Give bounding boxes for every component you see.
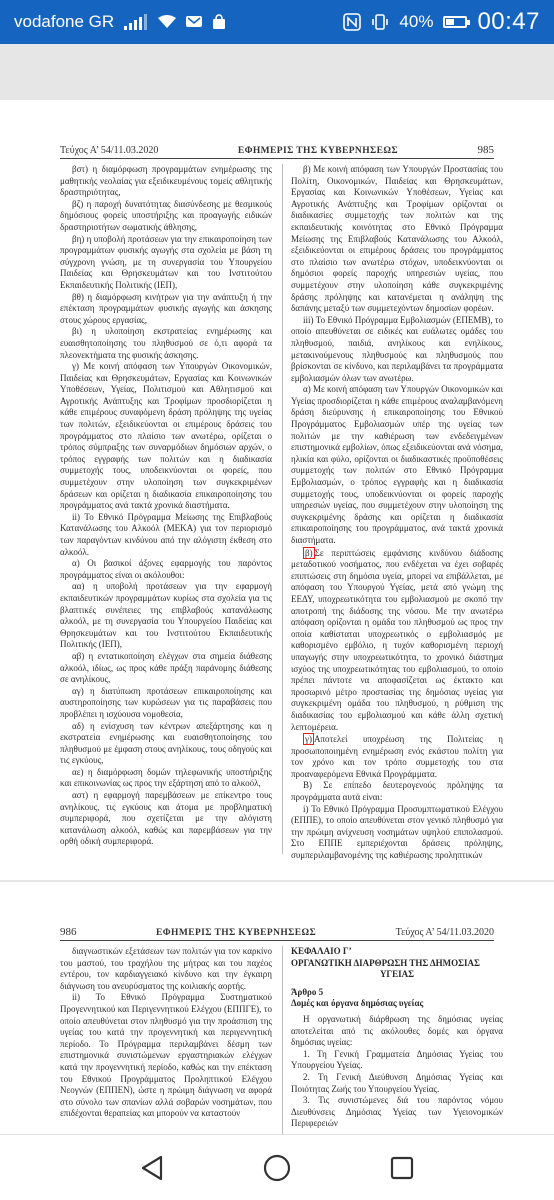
recents-icon <box>389 1155 415 1181</box>
paragraph: αβ) η εντατικοποίηση ελέγχων στα σημεία διάθεσης αλκοόλ, ιδίως, ως προς κάθε πράξη παράνομης διάθεσης σε ανηλίκους, <box>60 650 272 685</box>
paragraph: 1. Τη Γενική Γραμματεία Δημόσιας Υγείας του Υπουργείου Υγείας. <box>291 1048 503 1071</box>
vibrate-icon <box>371 13 389 31</box>
chapter-subtitle: ΟΡΓΑΝΩΤΙΚΗ ΔΙΑΡΘΡΩΣΗ ΤΗΣ ΔΗΜΟΣΙΑΣ <box>291 957 480 968</box>
paragraph: αγ) η διατύπωση προτάσεων επικαιροποίησης και αυστηροποίησης των κυρώσεων για τις παραβάσεις που προβλέπει η ισχύουσα νομοθεσία, <box>60 685 272 719</box>
chapter-title: ΚΕΦΑΛΑΙΟ Γ’ <box>291 946 352 956</box>
page-number: 986 <box>60 926 77 938</box>
pdf-viewer[interactable] <box>0 44 554 1134</box>
left-column <box>60 946 272 1120</box>
article-title: Άρθρο 5 <box>291 986 324 997</box>
paragraph: βη) η υποβολή προτάσεων για την επικαιροποίηση των προγραμμάτων φυσικής αγωγής στα σχολεία με βάση τη σύγχρονη γνώση, με τη συνεργασία του Υπουργείου Παιδείας και Θρησκευμάτων και του Ινστιτούτου Εκπαιδευτικής Πολιτικής (ΙΕΠ), <box>60 233 272 290</box>
recents-button[interactable] <box>384 1150 420 1186</box>
left-column <box>60 164 272 848</box>
right-column <box>291 164 503 862</box>
paragraph: βι) η υλοποίηση εκστρατείας ενημέρωσης και ευαισθητοποίησης του πληθυσμού σε ό,τι αφορά τα πλεονεκτήματα της φυσικής άσκησης. <box>60 326 272 360</box>
paragraph: αστ) η εφαρμογή παρεμβάσεων με επίκεντρο τους ανηλίκους, τις εγκύους και άτομα με προβληματική συμπεριφορά, που σχετίζεται με την αλόγιστη κατανάλωση αλκοόλ, καθώς και παρεμβάσεων για την ορθή οδική συμπεριφορά. <box>60 790 272 847</box>
status-bar <box>0 0 554 44</box>
battery-icon <box>443 16 467 28</box>
column-divider <box>282 164 283 854</box>
back-icon <box>139 1154 165 1182</box>
paragraph: Β) Σε επίπεδο δευτερογενούς πρόληψης τα προγράμματα αυτά είναι: <box>291 780 503 803</box>
article-subtitle: Δομές και όργανα δημόσιας υγείας <box>291 998 424 1009</box>
gazette-title: ΕΦΗΜΕΡΙΣ ΤΗΣ ΚΥΒΕΡΝΗΣΕΩΣ <box>156 928 317 938</box>
paragraph: 3. Τις συνιστώμενες διά του παρόντος νόμου Διευθύνσεις Δημόσιας Υγείας των Υγειονομικών Περιφερειών <box>291 1095 503 1129</box>
carrier-name: vodafone GR <box>14 12 115 31</box>
page-number: 985 <box>477 144 494 156</box>
paragraph: διαγνωστικών εξετάσεων των πολιτών για τον καρκίνο του μαστού, του τραχήλου της μήτρας και του παχέος εντέρου, τον καρδιαγγειακό κίνδυνο και την έγκαιρη διάγνωση του ανευρύσματος της κοιλιακής αορτής. <box>60 946 272 991</box>
paragraph-c: γ) Αποτελεί υποχρέωση της Πολιτείας η προσωποποιημένη ενημέρωση ενός εκάστου πολίτη για τον χρόνο και τον τρόπο συμμετοχής του στα προαναφερόμενα Εθνικά Προγράμματα. <box>291 734 503 779</box>
wifi-icon <box>157 14 177 30</box>
issue-label: Τεύχος Α’ 54/11.03.2020 <box>60 145 159 156</box>
paragraph: γ) Με κοινή απόφαση των Υπουργών Οικονομικών, Παιδείας και Θρησκευμάτων, Εργασίας και Κοινωνικών Υποθέσεων, Υγείας, Πολιτισμού και Αθλητισμού και Αγροτικής Ανάπτυξης και Τροφίμων προσδιορίζεται η κάθε επιμέρους συναφόμενη δράση πρόληψης της υγείας των πολιτών, εξειδικεύονται οι επιμέρους δράσεις του προγράμματος στο πλαίσιο των ανωτέρω, ορίζεται ο τρόπος σύμπραξης των συναρμόδιων δημόσιων αρχών, ο τρόπος εγγραφής των πολιτών και η διαδικασία συμμετοχής τους, υποδεικνύονται οι φορείς, που συμμετέχουν στην υλοποίηση των συγκεκριμένων δράσεων και ορίζεται η διαδικασία επικαιροποίησης του προγράμματος ανά τακτά χρονικά διαστήματα. <box>60 361 272 511</box>
pdf-page-985 <box>0 100 554 880</box>
paragraph: βστ) η διαμόρφωση προγραμμάτων ενημέρωσης της μαθητικής νεολαίας για εξειδικευμένους τομείς αθλητικής δραστηριότητας, <box>60 164 272 198</box>
nfc-icon <box>343 13 361 31</box>
signal-icon <box>124 14 147 30</box>
column-divider <box>282 946 283 1134</box>
paragraph: 2. Τη Γενική Διεύθυνση Δημόσιας Υγείας και Ποιότητας Ζωής του Υπουργείου Υγείας. <box>291 1071 503 1094</box>
paragraph: βθ) η διαμόρφωση κινήτρων για την ανάπτυξη ή την επέκταση προγραμμάτων φυσικής αγωγής και άσκησης στους χώρους εργασίας, <box>60 291 272 325</box>
shopping-bag-icon <box>211 14 227 30</box>
paragraph: ii) Το Εθνικό Πρόγραμμα Μείωσης της Επιβλαβούς Κατανάλωσης του Αλκοόλ (ΜΕΚΑ) για τον περιορισμό των παραγόντων κινδύνου από την αλόγιστη έκθεση στο αλκοόλ. <box>60 511 272 557</box>
home-button[interactable] <box>259 1150 295 1186</box>
right-column <box>291 946 503 1130</box>
paragraph: ii) Το Εθνικό Πρόγραμμα Συστηματικού Προγεννητικού και Περιγεννητικού Ελέγχου (ΕΠΠΓΕ), το οποίο απευθύνεται στον πληθυσμό για την προάσπιση της υγείας του κατά την προγεννητική και περιγεννητική περίοδο. Το Πρόγραμμα περιλαμβάνει δέσμη των επιστημονικά συνιστώμενων εργαστηριακών ελέγχων κατά την προγεννητική περίοδο, καθώς και την επέκταση του Εθνικού Προγράμματος Προληπτικού Ελέγχου Νεογνών (ΕΠΠΕΝ), ώστε η πρώιμη διάγνωση να αφορά στο σύνολο των σπανίων αλλά σοβαρών νοσημάτων, που επιδέχονται θεραπείας και μπορούν να καταστούν <box>60 992 272 1119</box>
back-button[interactable] <box>134 1150 170 1186</box>
highlight-box: γ) <box>305 734 312 745</box>
paragraph-b: β) Σε περιπτώσεις εμφάνισης κινδύνου διάδοσης μεταδοτικού νοσήματος, που ενδέχεται να έχει σοβαρές επιπτώσεις στη δημόσια υγεία, μπορεί να επιβάλλεται, με απόφαση του Υπουργού Υγείας, μετά από γνώμη της ΕΕΔΥ, υποχρεωτικότητα του εμβολιασμού με σκοπό την αποτροπή της διάδοσης της νόσου. Με την ανωτέρω απόφαση ορίζονται η ομάδα του πληθυσμού ως προς την οποία καθίσταται υποχρεωτικός ο εμβολιασμός με καθορισμένο εμβόλιο, η τυχόν καθορισμένη περιοχή υπαγωγής στην υποχρεωτικότητα, το χρονικό διάστημα ισχύος της υποχρεωτικότητας του εμβολιασμού, το οποίο πρέπει πάντοτε να αποφασίζεται ως έκτακτο και προσωρινό μέτρο προστασίας της δημόσιας υγείας για συγκεκριμένη ομάδα του πληθυσμού, η ρύθμιση της διαδικασίας του εμβολιασμού και κάθε άλλη σχετική λεπτομέρεια. <box>291 547 503 732</box>
clock: 00:47 <box>477 8 540 35</box>
issue-label: Τεύχος Α’ 54/11.03.2020 <box>395 927 494 938</box>
pdf-page-986 <box>0 882 554 1134</box>
message-icon <box>185 14 203 30</box>
navigation-bar <box>0 1134 554 1200</box>
paragraph: αδ) η ενίσχυση των κέντρων απεξάρτησης και η εκστρατεία ενημέρωσης και ευαισθητοποίησης του πληθυσμού με έμφαση στους ανηλίκους, τους οδηγούς και τις εγκύους, <box>60 720 272 766</box>
gazette-title: ΕΦΗΜΕΡΙΣ ΤΗΣ ΚΥΒΕΡΝΗΣΕΩΣ <box>237 146 398 156</box>
paragraph: βζ) η παροχή δυνατότητας διασύνδεσης με θεσμικούς δημόσιους φορείς υποστήριξης και προαγωγής ειδικών δραστηριοτήτων σωματικής άθλησης, <box>60 198 272 232</box>
paragraph: β) Με κοινή απόφαση των Υπουργών Προστασίας του Πολίτη, Οικονομικών, Παιδείας και Θρησκευμάτων, Εργασίας και Κοινωνικών Υποθέσεων, Υγείας και Αγροτικής Ανάπτυξης και Τροφίμων ορίζονται οι διαδικασίες συμμετοχής των πολιτών και της εκπαιδευτικής κοινότητας στο Εθνικό Πρόγραμμα Μείωσης της Επιβλαβούς Κατανάλωσης του Αλκοόλ, εξειδικεύονται οι επιμέρους δράσεις του προγράμματος στο πλαίσιο των ανωτέρω στόχων, υποδεικνύονται οι δημόσιοι φορείς παροχής υπηρεσιών υγείας, που συμμετέχουν στην υλοποίηση κάθε συγκεκριμένης δράσης πρόληψης και κατανέμεται η ανάληψη της δαπάνης μεταξύ των συμμετεχόντων δημοσίων φορέων. <box>291 164 503 314</box>
page-header <box>60 926 494 941</box>
page-header <box>60 144 494 159</box>
battery-percent: 40% <box>399 12 434 31</box>
paragraph: αα) η υποβολή προτάσεων για την εφαρμογή εκπαιδευτικών προγραμμάτων κυρίως στα σχολεία για τις βλαπτικές συνέπειες της επιβλαβούς κατανάλωσης αλκοόλ, με τη συνεργασία του Υπουργείου Παιδείας και Θρησκευμάτων και του Ινστιτούτου Εκπαιδευτικής Πολιτικής (ΙΕΠ), <box>60 581 272 650</box>
highlight-box: β) <box>305 547 313 558</box>
paragraph: i) Το Εθνικό Πρόγραμμα Προσυμπτωματικού Ελέγχου (ΕΠΠΕ), το οποίο απευθύνεται στον γενικό πληθυσμό για την πρώιμη ανίχνευση νοσημάτων υψηλού επιπολασμού. Στο ΕΠΠΕ εμπεριέχονται δράσεις πρόληψης, συμπεριλαμβανομένης της καθιέρωσης προληπτικών <box>291 803 503 861</box>
paragraph: iii) Το Εθνικό Πρόγραμμα Εμβολιασμών (ΕΠΕΜΒ), το οποίο απευθύνεται σε ειδικές και ευάλωτες ομάδες του πληθυσμού, παιδιά, ανηλίκους και ενηλίκους, μετακινούμενους πληθυσμούς και πληθυσμούς που βρίσκονται σε κίνδυνο, και περιλαμβάνει τα προγράμματα εμβολιασμών όλων των ανωτέρω. <box>291 314 503 383</box>
paragraph: α) Με κοινή απόφαση των Υπουργών Οικονομικών και Υγείας προσδιορίζεται η κάθε επιμέρους αναλαμβανόμενη δράση διεύρυνσης ή επικαιροποίησης του Εθνικού Προγράμματος Εμβολιασμών υπέρ της υγείας των πολιτών με την καθιέρωση των ενδεδειγμένων επιστημονικά εμβολίων, όπως εξειδικεύονται ανά νόσημα, ηλικία και φύλο, ορίζονται οι διαδικαστικές προϋποθέσεις συμμετοχής των πολιτών στο Εθνικό Πρόγραμμα Εμβολιασμών, ο τρόπος εγγραφής και η διαδικασία συμμετοχής τους, υποδεικνύονται οι φορείς παροχής υπηρεσιών υγείας, που συμμετέχουν στην υλοποίηση της συγκεκριμένης δράσης και ορίζεται η διαδικασία επικαιροποίησης του προγράμματος, ανά τακτά χρονικά διαστήματα. <box>291 384 503 545</box>
chapter-subtitle: ΥΓΕΙΑΣ <box>379 969 415 980</box>
paragraph: α) Οι βασικοί άξονες εφαρμογής του παρόντος προγράμματος είναι οι ακόλουθοι: <box>60 558 272 580</box>
home-icon <box>262 1153 292 1183</box>
paragraph: αε) η διαμόρφωση δομών τηλεφωνικής υποστήριξης και επικοινωνίας ως προς την εξάρτηση από το αλκοόλ, <box>60 766 272 789</box>
paragraph: Η οργανωτική διάρθρωση της δημόσιας υγείας αποτελείται από τις ακόλουθες δομές και όργανα δημόσιας υγείας: <box>291 1013 503 1048</box>
